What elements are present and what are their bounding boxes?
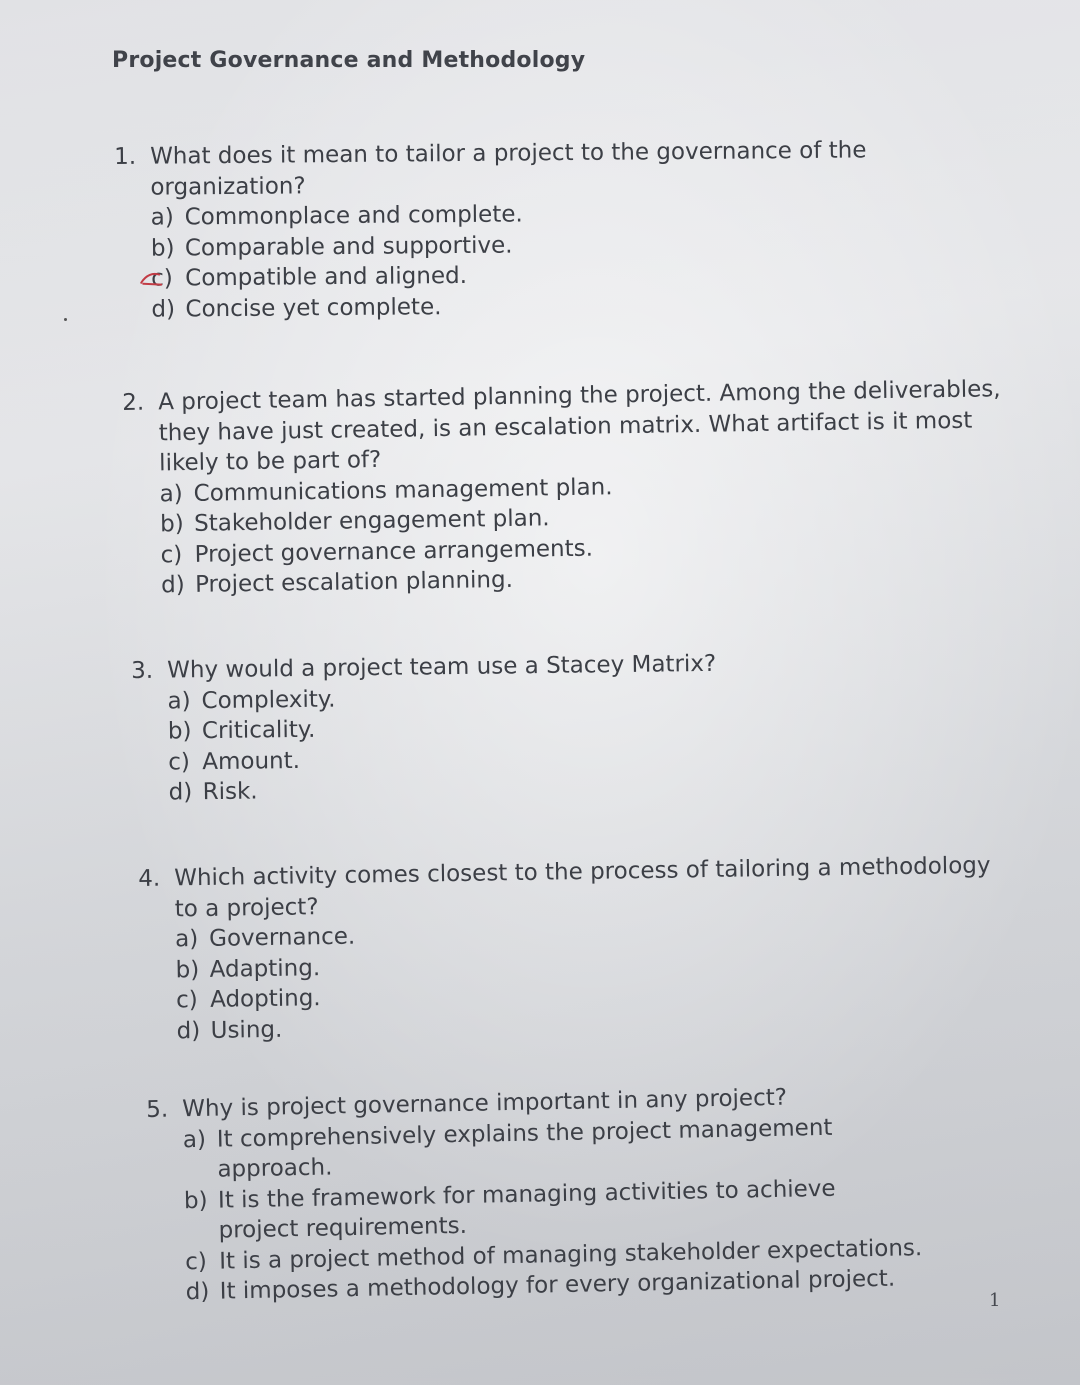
option-letter: a) — [159, 480, 183, 507]
option-letter-wrapper — [151, 263, 185, 294]
answer-options — [139, 911, 1001, 1046]
option-text: Comparable and supportive. — [184, 232, 513, 261]
option-letter: d) — [160, 572, 185, 599]
option-text: It is a project method of managing stakeholder expectations. — [218, 1234, 923, 1275]
option-text: It is the framework for managing activities to achieve project requirements. — [217, 1175, 836, 1244]
option-text: Using. — [210, 1016, 283, 1044]
option-letter: b) — [183, 1187, 208, 1214]
option-letter: c) — [175, 987, 198, 1014]
option-letter: a) — [174, 926, 199, 953]
option-text: Concise yet complete. — [185, 293, 442, 322]
option-letter: c) — [168, 748, 191, 776]
option-letter: c) — [151, 265, 173, 292]
page-number: 1 — [989, 1290, 1001, 1311]
answer-option-d[interactable] — [115, 287, 935, 325]
option-text: Commonplace and complete. — [184, 201, 523, 231]
option-text: Criticality. — [201, 716, 316, 745]
option-letter: d) — [185, 1278, 210, 1306]
question-number: 5. — [146, 1096, 169, 1123]
option-text: It imposes a methodology for every organizational project. — [219, 1265, 896, 1305]
option-text: Complexity. — [201, 686, 336, 714]
question-4 — [138, 850, 1001, 1046]
option-text: Adopting. — [209, 985, 321, 1013]
answer-options — [123, 466, 1005, 602]
answer-options — [131, 678, 832, 809]
question-1 — [114, 135, 936, 325]
question-number: 4. — [138, 865, 161, 892]
question-2 — [122, 374, 1005, 601]
option-text: Compatible and aligned. — [185, 262, 468, 292]
option-letter: d) — [151, 295, 176, 323]
answer-options — [147, 1110, 950, 1308]
option-text: Project governance arrangements. — [194, 535, 594, 568]
page-title: Project Governance and Methodology — [112, 48, 586, 73]
question-number: 1. — [114, 143, 137, 170]
answer-options — [115, 196, 936, 325]
option-letter: b) — [159, 511, 184, 538]
option-text: Governance. — [208, 923, 356, 952]
question-3 — [131, 647, 833, 808]
question-number: 3. — [131, 657, 154, 684]
question-number: 2. — [122, 389, 145, 416]
question-text: Which activity comes closest to the process of tailoring a methodology to a project? — [174, 852, 991, 922]
option-text: Adapting. — [209, 954, 321, 983]
option-text: It comprehensively explains the project management approach. — [216, 1114, 833, 1183]
option-letter: c) — [160, 541, 183, 568]
option-letter: a) — [167, 687, 191, 715]
question-text: Why is project governance important in any project? — [182, 1084, 788, 1123]
question-5 — [146, 1080, 950, 1309]
option-letter: c) — [184, 1248, 208, 1275]
option-letter: a) — [182, 1126, 207, 1153]
option-text: Amount. — [202, 747, 301, 775]
option-letter: d) — [176, 1017, 201, 1044]
question-text: Why would a project team use a Stacey Matrix? — [167, 650, 717, 684]
option-text: Stakeholder engagement plan. — [193, 505, 550, 537]
option-letter: d) — [168, 779, 193, 806]
question-text: What does it mean to tailor a project to the governance of the organization? — [150, 137, 867, 201]
option-letter: b) — [175, 956, 200, 983]
option-text: Communications management plan. — [193, 473, 613, 507]
option-letter: b) — [150, 234, 175, 262]
question-text: A project team has started planning the project. Among the deliverables, they have just created, is an escalation matrix. What artifact is it most likely to be part of? — [158, 376, 1001, 477]
option-letter: a) — [150, 204, 174, 231]
option-text: Project escalation planning. — [194, 566, 514, 598]
option-letter: b) — [167, 718, 192, 745]
stray-dot — [64, 318, 67, 321]
option-text: Risk. — [202, 778, 258, 806]
